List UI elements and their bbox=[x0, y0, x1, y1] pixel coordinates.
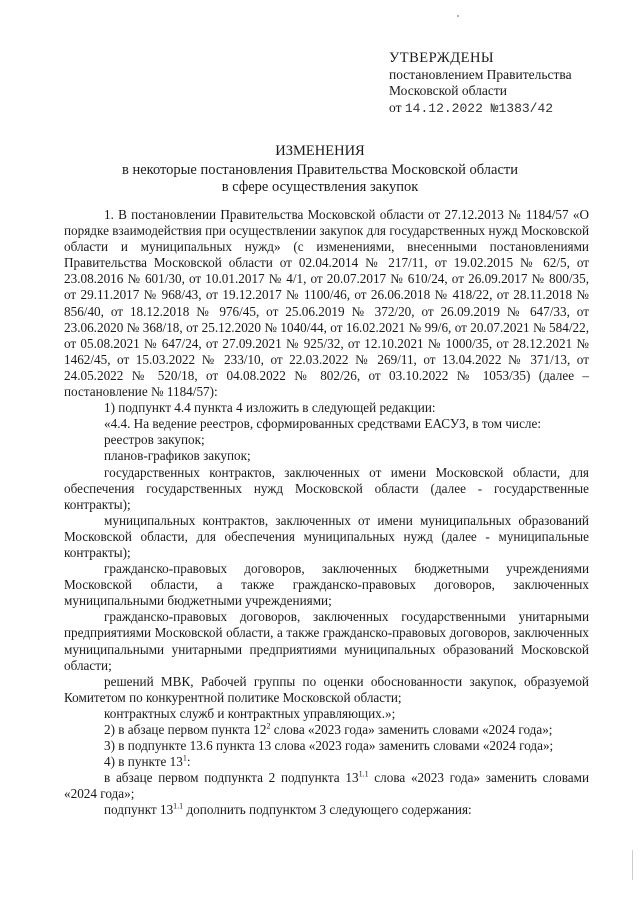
paragraph-3: «4.4. На ведение реестров, сформированных средствами ЕАСУЗ, в том числе: bbox=[104, 416, 542, 432]
approval-line-1: постановлением Правительства bbox=[389, 66, 572, 82]
paragraph-9: гражданско-правовых договоров, заключенных государственными унитарными предприятиями Московской области, а также гражданско-правовых договоров, заключенных муниципальными унитарными предприятиями муниципальных образований Московской области; bbox=[64, 609, 589, 673]
approval-prefix: от bbox=[389, 99, 402, 115]
paragraph-7: муниципальных контрактов, заключенных от имени муниципальных образований Московской области, для обеспечения муниципальных нужд (далее - муниципальные контракты); bbox=[64, 512, 589, 560]
paragraph-15: в абзаце первом подпункта 2 подпункта $13^{1.1}$ слова «2023 года» заменить словами «2024 года»; bbox=[64, 769, 590, 802]
approval-date-number: 14.12.2022 №1383/42 bbox=[404, 100, 554, 116]
document-subtitle-2: в сфере осуществления закупок bbox=[221, 179, 419, 195]
paragraph-1: 1. В постановлении Правительства Московской области от 27.12.2013 № 1184/57 «О порядке взаимодействия при осуществлении закупок для государственных нужд Московской области и муниципальных нужд» (с изменениями, внесенными постановлениями Правительства Московской области от 02.04.2014 № 217/11, от 19.02.2015 № 62/5, от 23.08.2016 № 601/30, от 10.01.2017 № 4/1, от 20.07.2017 № 610/24, от 26.09.2017 № 800/35, от 29.11.2017 № 968/43, от 19.12.2017 № 1100/46, от 26.06.2018 № 418/22, от 28.11.2018 № 856/40, от 18.12.2018 № 976/45, от 25.06.2019 № 372/20, от 26.09.2019 № 647/33, от 23.06.2020 № 368/18, от 25.12.2020 № 1040/44, от 16.02.2021 № 99/6, от 20.07.2021 № 584/22, от 05.08.2021 № 647/24, от 27.09.2021 № 925/32, от 12.10.2021 № 1000/35, от 28.12.2021 № 1462/45, от 15.03.2022 № 233/10, от 22.03.2022 № 269/11, от 13.04.2022 № 371/13, от 24.05.2022 № 520/18, от 04.08.2022 № 802/26, от 03.10.2022 № 1053/35) (далее – постановление № 1184/57): bbox=[64, 207, 589, 400]
paragraph-12: 2) в абзаце первом пункта $12^2$ слова «2023 года» заменить словами «2024 года»; bbox=[104, 721, 553, 737]
paragraph-16: подпункт $13^{1.1}$ дополнить подпунктом 3 следующего содержания: bbox=[104, 802, 472, 818]
paragraph-14: 4) в пункте $13^1$: bbox=[104, 753, 191, 770]
approval-block bbox=[389, 50, 629, 117]
paragraph-11: контрактных служб и контрактных управляющих.»; bbox=[104, 705, 396, 721]
scan-speck bbox=[457, 15, 459, 17]
document-subtitle-1: в некоторые постановления Правительства Московской области bbox=[121, 162, 518, 178]
approval-date-line bbox=[389, 100, 629, 118]
paragraph-2: 1) подпункт 4.4 пункта 4 изложить в следующей редакции: bbox=[104, 400, 436, 416]
paragraph-10: решений МВК, Рабочей группы по оценки обоснованности закупок, образуемой Комитетом по конкурентной политике Московской области; bbox=[64, 673, 589, 705]
document-title: ИЗМЕНЕНИЯ bbox=[275, 143, 365, 159]
paragraph-5: планов-графиков закупок; bbox=[104, 448, 251, 464]
scan-edge-mark bbox=[632, 850, 633, 880]
paragraph-8: гражданско-правовых договоров, заключенных бюджетными учреждениями Московской области, а также гражданско-правовых договоров, заключенных муниципальными бюджетными учреждениями; bbox=[64, 561, 589, 609]
approval-header: УТВЕРЖДЕНЫ bbox=[389, 50, 495, 66]
approval-line-2: Московской области bbox=[389, 83, 508, 98]
document-body bbox=[64, 207, 589, 819]
paragraph-4: реестров закупок; bbox=[104, 432, 205, 448]
paragraph-13: 3) в подпункте 13.6 пункта 13 слова «2023 года» заменить словами «2024 года»; bbox=[104, 738, 554, 754]
paragraph-6: государственных контрактов, заключенных от имени Московской области, для обеспечения государственных нужд Московской области (далее - государственные контракты); bbox=[64, 464, 589, 512]
